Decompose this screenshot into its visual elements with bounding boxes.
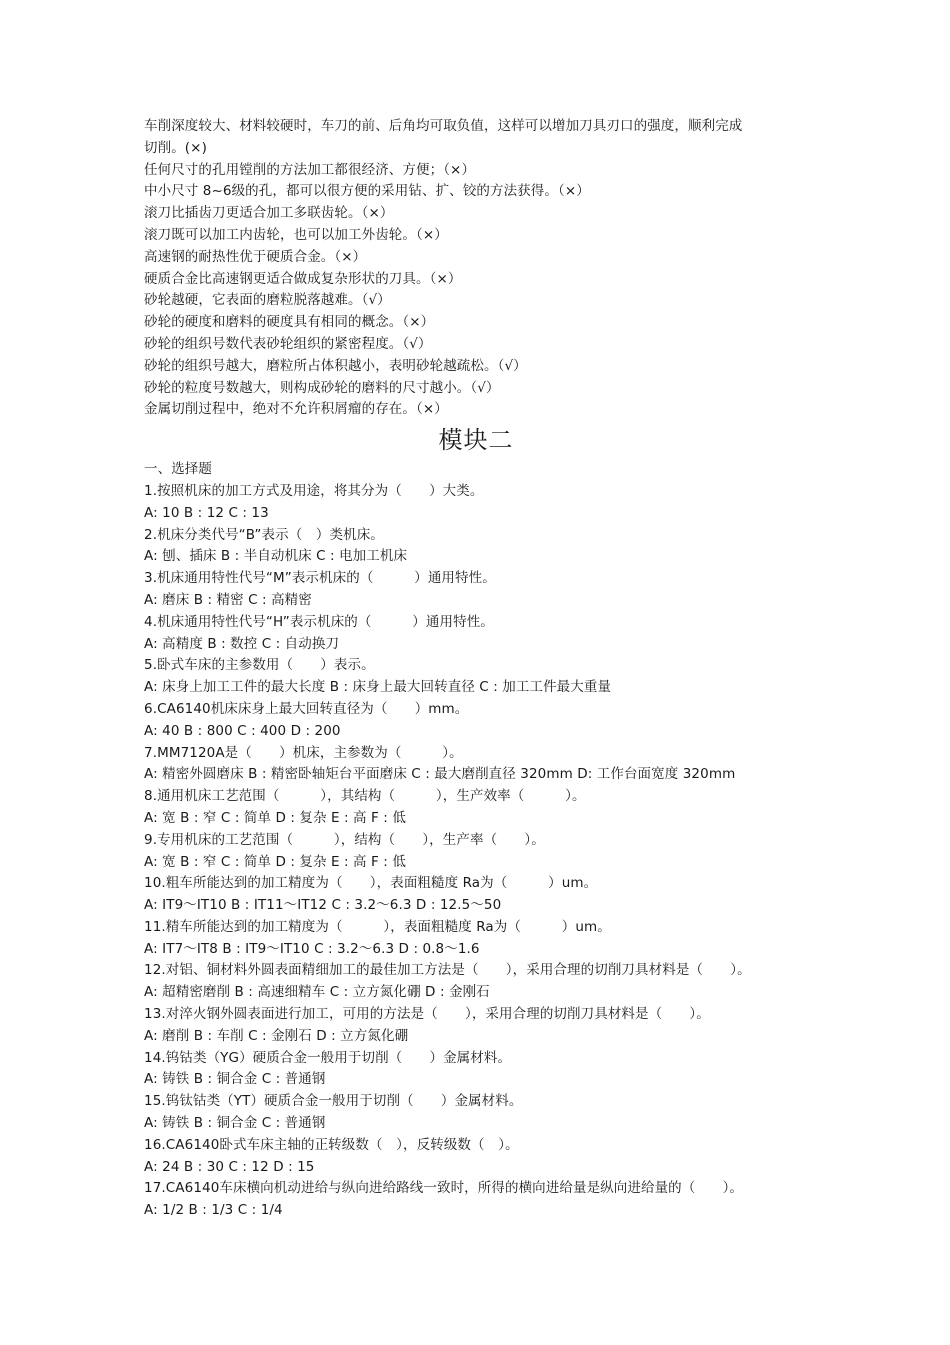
question-line: 12.对铝、铜材料外圆表面精细加工的最佳加工方法是（ ），采用合理的切削刀具材料是（ ）。 (144, 962, 751, 979)
text-line: 中小尺寸 8~6级的孔，都可以很方便的采用钻、扩、铰的方法获得。（×） (144, 183, 590, 200)
options-line: A: 磨削 B : 车削 C : 金刚石 D : 立方氮化硼 (144, 1027, 409, 1044)
options-line: A: 精密外圆磨床 B : 精密卧轴矩台平面磨床 C : 最大磨削直径 320mm D: 工作台面宽度 320mm (144, 766, 736, 783)
text-line: 硬质合金比高速钢更适合做成复杂形状的刀具。（×） (144, 270, 462, 287)
options-line: A: 宽 B : 窄 C : 简单 D : 复杂 E : 高 F : 低 (144, 853, 406, 870)
text-line: 砂轮的硬度和磨料的硬度具有相同的概念。（×） (144, 314, 435, 331)
options-line: A: 1/2 B : 1/3 C : 1/4 (144, 1202, 283, 1219)
options-line: A: 24 B : 30 C : 12 D : 15 (144, 1158, 315, 1175)
options-line: A: 铸铁 B : 铜合金 C : 普通钢 (144, 1115, 326, 1132)
options-line: A: 超精密磨削 B : 高速细精车 C : 立方氮化硼 D : 金刚石 (144, 984, 490, 1001)
options-line: A: 高精度 B : 数控 C : 自动换刀 (144, 635, 340, 652)
text-line: 滚刀既可以加工内齿轮，也可以加工外齿轮。（×） (144, 226, 448, 243)
question-line: 16.CA6140卧式车床主轴的正转级数（ ），反转级数（ ）。 (144, 1136, 519, 1153)
question-line: 3.机床通用特性代号“M”表示机床的（ ）通用特性。 (144, 570, 496, 587)
options-line: A: 宽 B : 窄 C : 简单 D : 复杂 E : 高 F : 低 (144, 809, 406, 826)
multiple-choice-section (144, 459, 844, 1222)
text-line: 砂轮的粒度号数越大，则构成砂轮的磨料的尺寸越小。（√） (144, 379, 500, 396)
text-line: 任何尺寸的孔用镗削的方法加工都很经济、方便；（×） (144, 161, 476, 178)
text-line: 滚刀比插齿刀更适合加工多联齿轮。（×） (144, 205, 394, 222)
question-line: 5.卧式车床的主参数用（ ）表示。 (144, 657, 375, 674)
question-line: 10.粗车所能达到的加工精度为（ ），表面粗糙度 Ra为（ ）um。 (144, 875, 598, 892)
text-line: 金属切削过程中，绝对不允许积屑瘤的存在。（×） (144, 401, 448, 418)
question-line: 17.CA6140车床横向机动进给与纵向进给路线一致时，所得的横向进给量是纵向进给量的（ ）。 (144, 1180, 744, 1197)
text-line: 一、选择题 (144, 461, 212, 478)
options-line: A: 磨床 B : 精密 C : 高精密 (144, 591, 312, 608)
question-line: 6.CA6140机床床身上最大回转直径为（ ）mm。 (144, 700, 469, 717)
question-line: 14.钨钴类（YG）硬质合金一般用于切削（ ）金属材料。 (144, 1049, 512, 1066)
question-line: 9.专用机床的工艺范围（ ），结构（ ），生产率（ ）。 (144, 831, 545, 848)
text-line: 高速钢的耐热性优于硬质合金。（×） (144, 248, 367, 265)
text-line: 砂轮越硬，它表面的磨粒脱落越难。（√） (144, 292, 391, 309)
text-line: 切削。(×) (144, 139, 207, 156)
question-line: 4.机床通用特性代号“H”表示机床的（ ）通用特性。 (144, 613, 494, 630)
question-line: 7.MM7120A是（ ）机床，主参数为（ ）。 (144, 744, 463, 761)
question-line: 1.按照机床的加工方式及用途，将其分为（ ）大类。 (144, 482, 484, 499)
question-line: 15.钨钛钴类（YT）硬质合金一般用于切削（ ）金属材料。 (144, 1093, 523, 1110)
options-line: A: 10 B : 12 C : 13 (144, 504, 269, 521)
options-line: A: IT9～IT10 B : IT11～IT12 C : 3.2～6.3 D : 12.5～50 (144, 897, 502, 914)
text-line: 砂轮的组织号越大，磨粒所占体积越小，表明砂轮越疏松。（√） (144, 357, 527, 374)
document-body (144, 116, 844, 1222)
question-line: 8.通用机床工艺范围（ ），其结构（ ），生产效率（ ）。 (144, 788, 586, 805)
text-line: 车削深度较大、材料较硬时，车刀的前、后角均可取负值，这样可以增加刀具刃口的强度，顺利完成 (144, 118, 743, 134)
question-line: 2.机床分类代号“B”表示（ ）类机床。 (144, 526, 384, 543)
true-false-section (144, 116, 844, 421)
text-line: 砂轮的组织号数代表砂轮组织的紧密程度。（√） (144, 335, 432, 352)
options-line: A: 40 B : 800 C : 400 D : 200 (144, 722, 341, 739)
question-line: 13.对淬火钢外圆表面进行加工，可用的方法是（ ），采用合理的切削刀具材料是（ ）。 (144, 1006, 710, 1023)
options-line: A: 床身上加工工件的最大长度 B : 床身上最大回转直径 C : 加工工件最大重量 (144, 679, 612, 696)
options-line: A: 铸铁 B : 铜合金 C : 普通钢 (144, 1071, 326, 1088)
question-line: 11.精车所能达到的加工精度为（ ），表面粗糙度 Ra为（ ）um。 (144, 918, 611, 935)
options-line: A: IT7～IT8 B : IT9～IT10 C : 3.2～6.3 D : 0.8～1.6 (144, 940, 480, 957)
options-line: A: 刨、插床 B : 半自动机床 C : 电加工机床 (144, 548, 408, 565)
section-title: 模块二 (438, 426, 514, 455)
